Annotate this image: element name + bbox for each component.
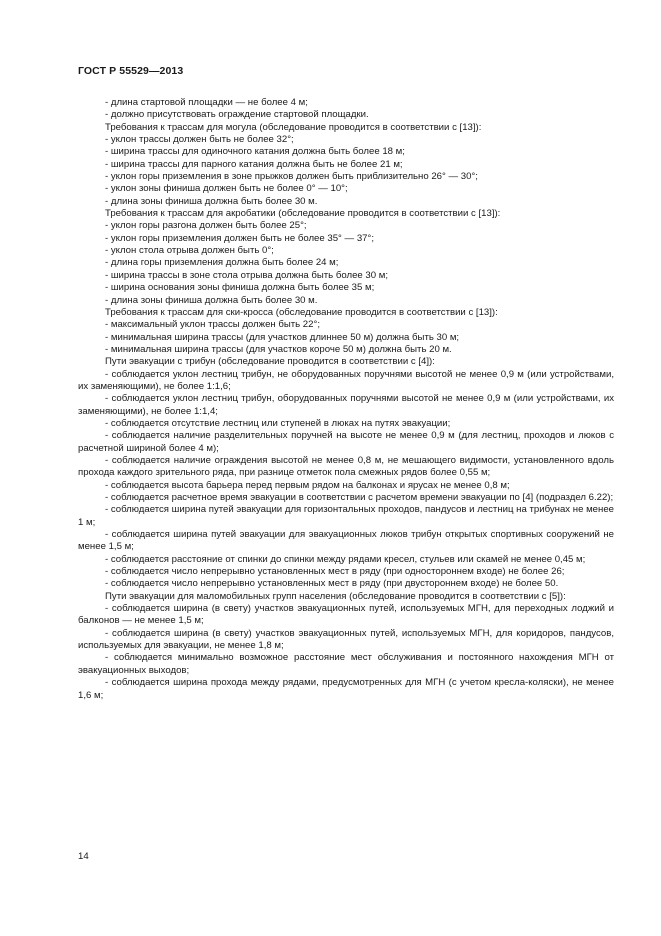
paragraph: - должно присутствовать ограждение стартовой площадки. bbox=[105, 109, 369, 121]
paragraph: - соблюдается высота барьера перед первым рядом на балконах и ярусах не менее 0,8 м; bbox=[105, 479, 510, 491]
paragraph: - длина зоны финиша должна быть более 30 м. bbox=[105, 195, 318, 207]
page-number: 14 bbox=[78, 851, 89, 862]
paragraph: - длина горы приземления должна быть более 24 м; bbox=[105, 257, 339, 269]
paragraph: - ширина трассы для одиночного катания должна быть более 18 м; bbox=[105, 146, 405, 158]
paragraph: - максимальный уклон трассы должен быть 22°; bbox=[105, 319, 320, 331]
paragraph: Требования к трассам для акробатики (обследование проводится в соответствии с [13]): bbox=[105, 208, 501, 220]
paragraph: - минимальная ширина трассы (для участков короче 50 м) должна быть 20 м. bbox=[105, 343, 452, 355]
paragraph: - соблюдается наличие разделительных поручней на высоте не менее 0,9 м (для лестниц, проходов и люков с расчетной шириной более 4 м); bbox=[78, 430, 614, 454]
paragraph: - ширина основания зоны финиша должна быть более 35 м; bbox=[105, 282, 375, 294]
paragraph: - соблюдается ширина (в свету) участков эвакуационных путей, используемых МГН, для коридоров, пандусов, используемых для эвакуации, не менее 1,8 м; bbox=[78, 627, 614, 652]
paragraph: - соблюдается ширина путей эвакуации для горизонтальных проходов, пандусов и лестниц на трибунах не менее 1 м; bbox=[78, 504, 614, 528]
paragraph: - длина зоны финиша должна быть более 30 м. bbox=[105, 294, 318, 306]
paragraph: - соблюдается расстояние от спинки до спинки между рядами кресел, стульев или скамей не менее 0,45 м; bbox=[105, 553, 586, 565]
paragraph: - соблюдается число непрерывно установленных мест в ряду (при одностороннем входе) не более 26; bbox=[105, 566, 565, 578]
paragraph: Требования к трассам для ски-кросса (обследование проводится в соответствии с [13]): bbox=[105, 306, 498, 318]
paragraph: - уклон трассы должен быть не более 32°; bbox=[105, 134, 294, 146]
paragraph: - соблюдается отсутствие лестниц или ступеней в люках на путях эвакуации; bbox=[105, 417, 451, 429]
paragraph: - соблюдается минимально возможное расстояние мест обслуживания и постоянного нахождения МГН от эвакуационных выходов; bbox=[78, 652, 614, 676]
paragraph: - ширина трассы для парного катания должна быть не более 21 м; bbox=[105, 158, 403, 170]
paragraph: - соблюдается расчетное время эвакуации в соответствии с расчетом времени эвакуации по [4] (подраздел 6.22); bbox=[105, 492, 614, 503]
paragraph: - длина стартовой площадки — не более 4 м; bbox=[105, 97, 308, 108]
paragraph: - уклон стола отрыва должен быть 0°; bbox=[105, 245, 274, 257]
paragraph: - соблюдается ширина (в свету) участков эвакуационных путей, используемых МГН, для переходных лоджий и балконов — не менее 1,5 м; bbox=[78, 603, 614, 627]
paragraph: - соблюдается уклон лестниц трибун, оборудованных поручнями высотой не менее 0,9 м (или устройствами, их заменяющими), не более 1:1,4; bbox=[78, 393, 614, 417]
paragraph: - уклон зоны финиша должен быть не более 0° — 10°; bbox=[105, 183, 348, 195]
paragraph: - уклон горы приземления в зоне прыжков должен быть приблизительно 26° — 30°; bbox=[105, 171, 478, 183]
paragraph: - уклон горы приземления должен быть не более 35° — 37°; bbox=[105, 232, 374, 244]
paragraph: - уклон горы разгона должен быть более 25°; bbox=[105, 220, 307, 232]
paragraph: - соблюдается ширина прохода между рядами, предусмотренных для МГН (с учетом кресла-коляски), не менее 1,6 м; bbox=[78, 677, 614, 701]
paragraph: - минимальная ширина трассы (для участков длиннее 50 м) должна быть 30 м; bbox=[105, 331, 460, 343]
paragraph: Требования к трассам для могула (обследование проводится в соответствии с [13]): bbox=[105, 121, 482, 133]
paragraph: - соблюдается наличие ограждения высотой не менее 0,8 м, не мешающего видимости, установленного вдоль прохода каждого зрительного ряда, при разнице отметок пола смежных рядов более 0,55 м; bbox=[78, 454, 614, 479]
paragraph: - соблюдается уклон лестниц трибун, не оборудованных поручнями высотой не менее 0,9 м (или устройствами, их заменяющими), не более 1:1,6; bbox=[78, 368, 614, 392]
paragraph: Пути эвакуации с трибун (обследование проводится в соответствии с [4]): bbox=[105, 356, 435, 368]
paragraph: - ширина трассы в зоне стола отрыва должна быть более 30 м; bbox=[105, 269, 389, 281]
paragraph: Пути эвакуации для маломобильных групп населения (обследование проводится в соответствии с [5]): bbox=[105, 590, 566, 602]
page-header-title: ГОСТ Р 55529—2013 bbox=[78, 65, 184, 77]
paragraph: - соблюдается ширина путей эвакуации для эвакуационных люков трибун открытых спортивных сооружений не менее 1,5 м; bbox=[78, 529, 614, 553]
document-body bbox=[78, 97, 614, 702]
paragraph: - соблюдается число непрерывно установленных мест в ряду (при двустороннем входе) не более 50. bbox=[105, 578, 559, 590]
